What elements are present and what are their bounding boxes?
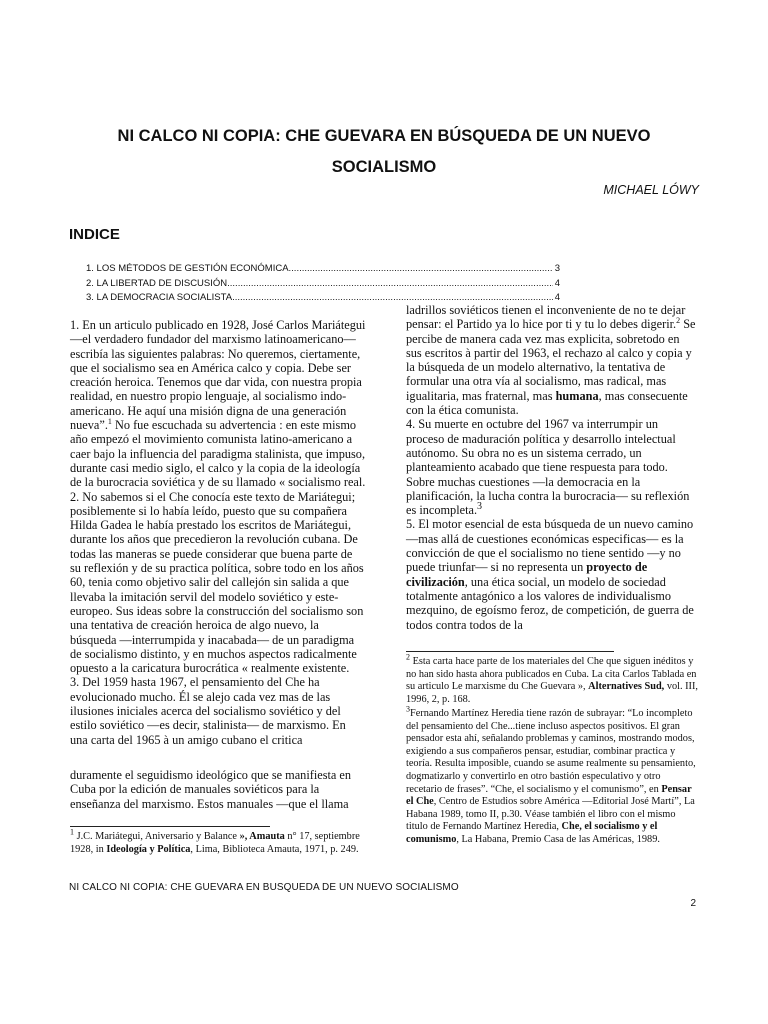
text-run: Che, el socialismo y el comunismo (406, 821, 658, 845)
text-run: vol. III, 1996, 2, p. 168. (406, 681, 698, 705)
footnote-separator (70, 826, 270, 827)
right-column-body (406, 303, 698, 632)
text-run: Alternatives Sud, (588, 681, 665, 693)
text-run: , Centro de Estudios sobre América —Editorial José Martí”, La Habana 1989, tomo II, p.30. Véase también el libro con el mismo titulo de Fernando Martínez Heredia, (406, 796, 695, 833)
text-run: —el verdadero fundador del marxismo latinoamericano— escribía las siguientes palabras: No queremos, ciertamente, que el socialismo sea en América calco y copia. Debe ser creación heroica. Tenemos que dar vida, con nuestra propia realidad, en nuestro propio lenguaje, al socialismo indo-americano. He aquí una misión digna de una generación nueva”. (70, 332, 362, 433)
text-run: , mas consecuente con la ética comunista. (406, 388, 688, 418)
toc-entry-label: 2. LA LIBERTAD DE DISCUSIÓN (86, 277, 228, 289)
text-run: 4. Su muerte en octubre del 1967 va interrumpir un proceso de maduración política y desarrollo intelectual autónomo. Su obra no es un sistema cerrado, un planteamiento acabado que tiene respuesta para todo. Sobre muchas cuestiones —la democracia en la planificación, la lucha contra la burocracia— su reflexión es incompleta. (406, 417, 690, 518)
paragraph-4 (406, 417, 698, 517)
footnote-separator (406, 651, 614, 652)
footnote-ref-2[interactable]: 2 (676, 316, 681, 326)
text-run: J.C. Mariátegui, Aniversario y Balance (74, 831, 240, 842)
paragraph-2: 2. No sabemos si el Che conocía este texto de Mariátegui; posiblemente si lo había leído, puesto que su compañera Hilda Gadea le había prestado los escritos de Mariátegui, durante los años que precedieron la revolución cubana. De todas las maneras se puede considerar que buena parte de su reflexión y de su practica política, sobre todo en los años 60, tenia como objetivo salir del callejón sin salida a que llevaba la imitación servil del modelo soviético y este-europeo. Sus ideas sobre la construcción del socialismo son una tentativa de creación heroica de algo nuevo, la búsqueda —interrumpida y inacabada— de un paradigma de socialismo distinto, y en muchos aspectos radicalmente opuesto a la caricatura burocrática « realmente existente. (70, 489, 364, 676)
text-run: n° 17, septiembre 1928, in (70, 831, 360, 855)
footnote-number: 3 (406, 704, 410, 714)
page-footer: NI CALCO NI COPIA: CHE GUEVARA EN BUSQUEDA DE UN NUEVO SOCIALISMO (69, 882, 459, 893)
text-run: », Amauta (239, 831, 285, 842)
text-run: ladrillos soviéticos tienen el inconveniente de no te dejar pensar: el Partido ya lo hice por ti y tu lo debes digerir. (406, 303, 686, 332)
paragraph-5 (406, 517, 698, 631)
toc-entry-2[interactable] (86, 277, 560, 292)
footnote-3 (406, 704, 698, 847)
footnote-ref-3[interactable]: 3 (477, 501, 483, 513)
text-run: Pensar el Che (406, 783, 692, 808)
footnote-number: 2 (406, 652, 410, 662)
title-line-2: SOCIALISMO (331, 158, 437, 176)
paragraph-3-continued: duramente el seguidismo ideológico que se manifiesta en Cuba por la edición de manuales soviéticos para la enseñanza del marxismo. Estos manuales —que el llama (70, 768, 352, 811)
footnote-ref-1[interactable]: 1 (107, 416, 112, 426)
toc-leader (227, 277, 553, 292)
toc-entry-label: 1. LOS MÉTODOS DE GESTIÓN ECONÓMICA (86, 263, 289, 274)
toc-entry-page: 4 (554, 292, 560, 303)
index-heading: INDICE (69, 226, 120, 243)
toc-entry-page: 4 (554, 277, 560, 289)
text-run: Esta carta hace parte de los materiales del Che que siguen inéditos y no han sido hasta ahora publicados en Cuba. La cita Carlos Tablada en su articulo Le marxisme du Che Guevara », (406, 656, 697, 693)
text-run: , Lima, Biblioteca Amauta, 1971, p. 249. (190, 843, 359, 855)
text-run: 5. El motor esencial de esta búsqueda de un nuevo camino —mas allá de cuestiones económicas especificas— es la convicción de que el socialismo no tiene sentido —y no puede triunfar— si no representa un (406, 517, 694, 575)
toc-entry-1[interactable] (86, 262, 560, 277)
text-run: humana (555, 388, 599, 403)
paragraph-continued (406, 303, 698, 417)
paragraph-1 (70, 318, 366, 490)
text-run: , La Habana, Premio Casa de las Américas, 1989. (456, 833, 660, 845)
table-of-contents (86, 262, 560, 306)
toc-entry-page: 3 (554, 263, 560, 274)
text-run: 1. En un articulo publicado en 1928, José Carlos Mariátegui (70, 318, 366, 332)
left-column-body (70, 318, 366, 747)
text-run: Ideología y Política (106, 843, 191, 855)
footnote-number: 1 (70, 827, 74, 837)
left-column-continuation (70, 768, 366, 811)
page-number: 2 (690, 898, 696, 909)
paragraph-3: 3. Del 1959 hasta 1967, el pensamiento del Che ha evolucionado mucho. Él se alejo cada vez mas de las ilusiones iniciales acerca del socialismo soviético y del estilo soviético —es decir, stalinista— de marxismo. En una carta del 1965 à un amigo cubano el critica (70, 675, 346, 747)
author-name: MICHAEL LÓWY (603, 183, 699, 197)
document-title (60, 121, 708, 183)
text-run: , una ética social, un modelo de sociedad totalmente antagónico a los valores de individualismo mezquino, de egoísmo feroz, de competición, de guerra de todos contra todos de la (406, 574, 694, 632)
text-run: No fue escuchada su advertencia : en este mismo año empezó el movimiento comunista latino-americano a caer bajo la influencia del paradigma stalinista, que impuso, durante casi medio siglo, el calco y la copia de la ideología de la burocracia soviética y de su llamado « socialismo real. (70, 418, 366, 490)
title-line-1: NI CALCO NI COPIA: CHE GUEVARA EN BÚSQUEDA DE UN NUEVO (117, 127, 651, 145)
text-run: Se percibe de manera cada vez mas explicita, sobretodo en sus escritos à partir del 1963, el rechazo al calco y copia y la búsqueda de un modelo alternativo, la tentativa de formular una otra vía al socialismo, mas radical, mas igualitaria, mas fraternal, mas (406, 317, 696, 403)
footnote-2 (406, 652, 698, 706)
text-run: Fernando Martínez Heredia tiene razón de subrayar: “Lo incompleto del pensamiento del Che...tiene incluso aspectos positivos. El gran pensador esta ahí, señalando problemas y caminos, mostrando modos, exigiendo a sus compañeros pensar, estudiar, combinar practica y teoría. Resulta imposible, cuando se asume realmente su pensamiento, dogmatizarlo y convertirlo en otro bastión especulativo y otro recetario de frases”. “Che, el socialismo y el comunismo”, en (406, 708, 696, 795)
text-run: proyecto de civilización (406, 560, 648, 589)
toc-entry-label: 3. LA DEMOCRACIA SOCIALISTA (86, 292, 233, 303)
footnote-1 (70, 827, 360, 856)
toc-leader (289, 262, 553, 277)
